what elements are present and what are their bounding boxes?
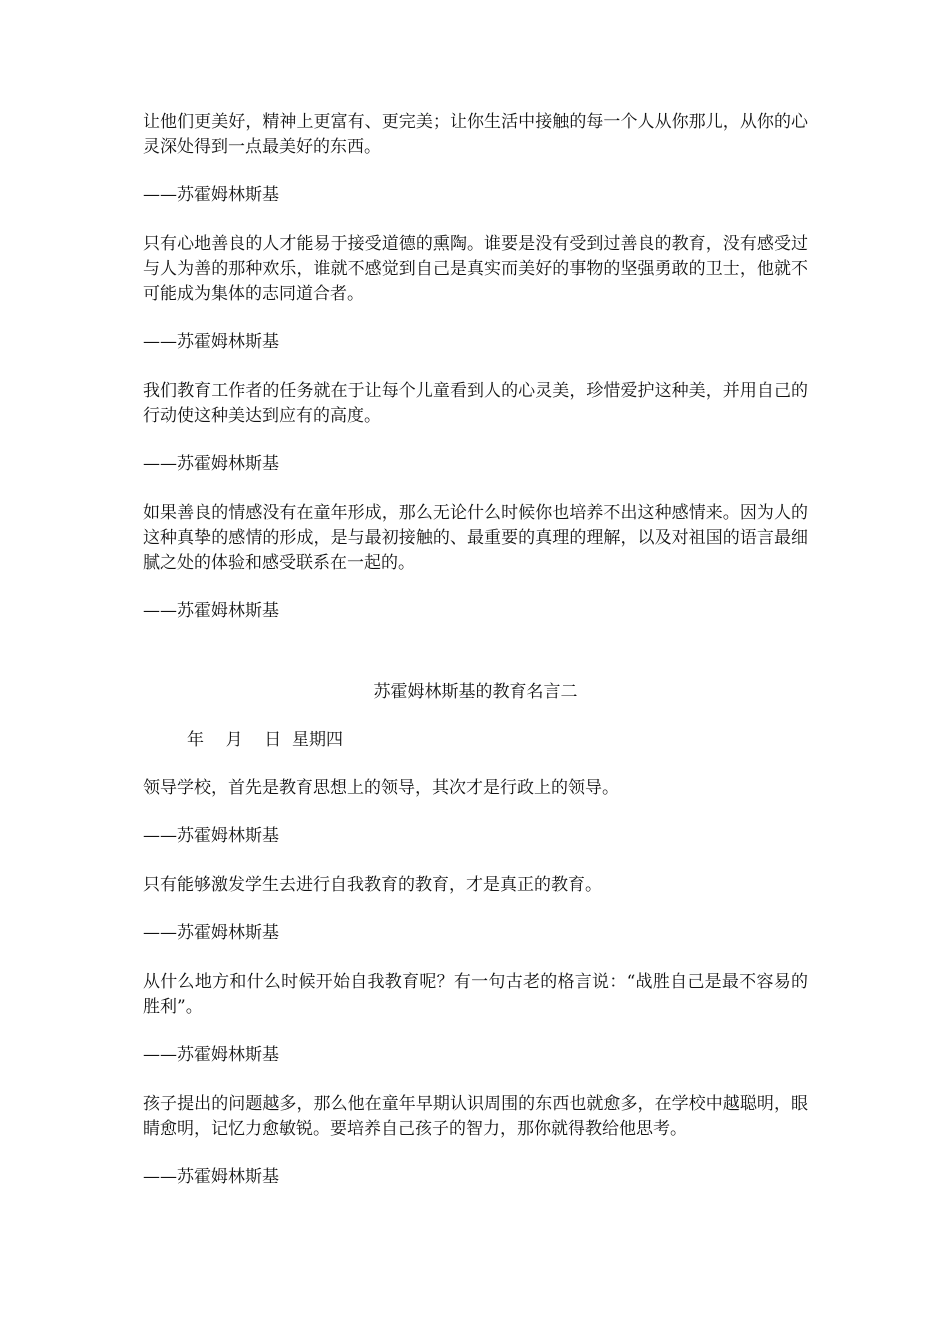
quote-attribution: ——苏霍姆林斯基 bbox=[143, 601, 279, 621]
quote-paragraph: 只有能够激发学生去进行自我教育的教育，才是真正的教育。 bbox=[143, 875, 602, 895]
quote-attribution: ——苏霍姆林斯基 bbox=[143, 826, 279, 846]
quote-attribution: ——苏霍姆林斯基 bbox=[143, 1167, 279, 1187]
quote-paragraph: 如果善良的情感没有在童年形成，那么无论什么时候你也培养不出这种感情来。因为人的这种真挚的感情的形成，是与最初接触的、最重要的真理的理解，以及对祖国的语言最细腻之处的体验和感受联系在一起的。 bbox=[143, 503, 808, 573]
quote-attribution: ——苏霍姆林斯基 bbox=[143, 454, 279, 474]
quote-paragraph: 从什么地方和什么时候开始自我教育呢？有一句古老的格言说：“战胜自己是最不容易的胜利”。 bbox=[143, 972, 808, 1017]
quote-paragraph: 我们教育工作者的任务就在于让每个儿童看到人的心灵美，珍惜爱护这种美，并用自己的行动使这种美达到应有的高度。 bbox=[143, 381, 808, 426]
quote-paragraph: 只有心地善良的人才能易于接受道德的熏陶。谁要是没有受到过善良的教育，没有感受过与人为善的那种欢乐，谁就不感觉到自己是真实而美好的事物的坚强勇敢的卫士，他就不可能成为集体的志同道合者。 bbox=[143, 234, 808, 304]
document-page bbox=[143, 110, 808, 1190]
quote-attribution: ——苏霍姆林斯基 bbox=[143, 185, 279, 205]
quote-paragraph: 领导学校，首先是教育思想上的领导，其次才是行政上的领导。 bbox=[143, 778, 619, 798]
quote-attribution: ——苏霍姆林斯基 bbox=[143, 332, 279, 352]
quote-attribution: ——苏霍姆林斯基 bbox=[143, 1045, 279, 1065]
date-line: 年 月 日 星期四 bbox=[187, 730, 344, 750]
quote-paragraph: 孩子提出的问题越多，那么他在童年早期认识周围的东西也就愈多，在学校中越聪明，眼睛愈明，记忆力愈敏锐。要培养自己孩子的智力，那你就得教给他思考。 bbox=[143, 1094, 808, 1139]
quote-paragraph: 让他们更美好，精神上更富有、更完美；让你生活中接触的每一个人从你那儿，从你的心灵深处得到一点最美好的东西。 bbox=[143, 112, 808, 157]
section-title: 苏霍姆林斯基的教育名言二 bbox=[373, 682, 578, 702]
quote-attribution: ——苏霍姆林斯基 bbox=[143, 923, 279, 943]
